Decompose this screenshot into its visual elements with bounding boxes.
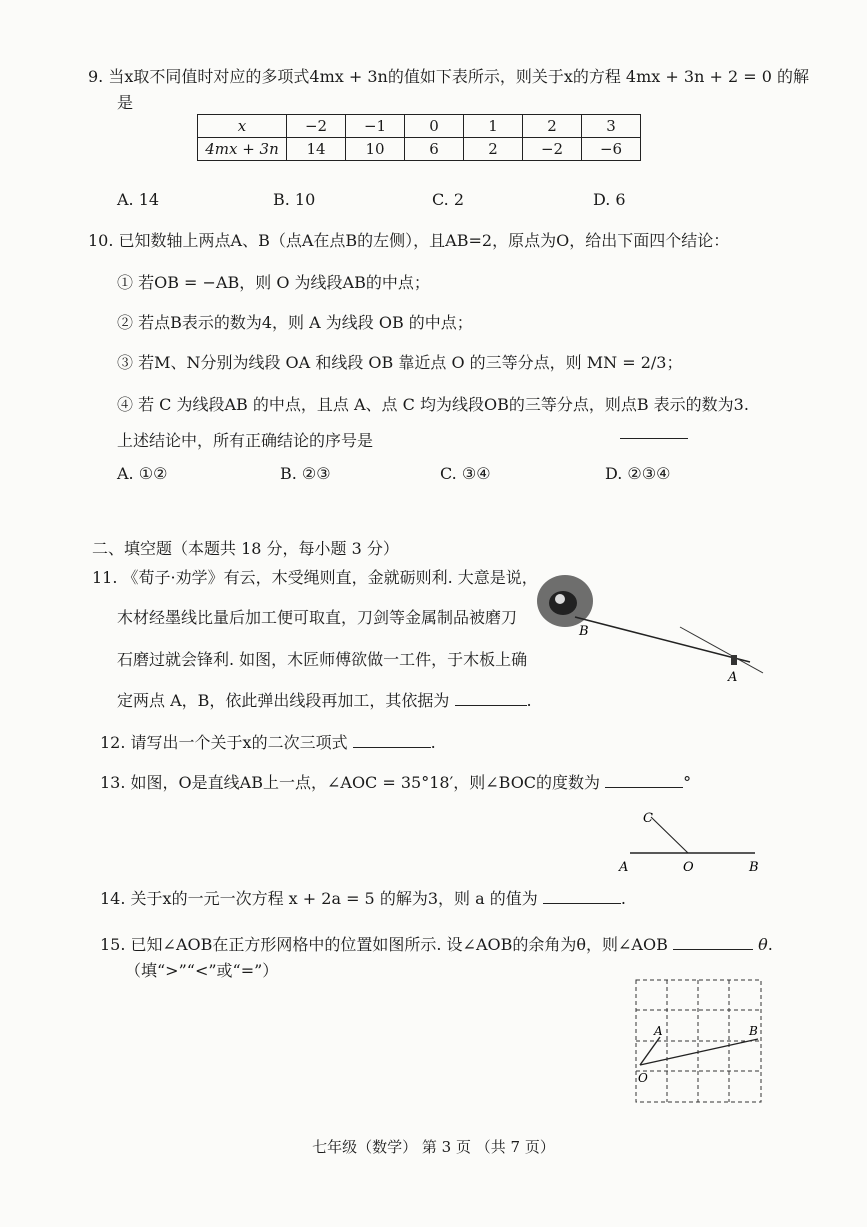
q13-text: 如图，O是直线AB上一点，∠AOC = 35°18′，则∠BOC的度数为 xyxy=(130,773,601,792)
q13-label-a: A xyxy=(619,860,629,875)
chalk-line xyxy=(680,627,763,673)
table-cell: 3 xyxy=(582,115,641,138)
table-cell: 2 xyxy=(464,138,523,161)
q9-number: 9. xyxy=(88,67,104,86)
table-cell: −6 xyxy=(582,138,641,161)
q14-text: 关于x的一元一次方程 x + 2a = 5 的解为3，则 a 的值为 xyxy=(130,889,538,908)
q15-answer-blank[interactable] xyxy=(673,935,753,950)
q9-option-a[interactable]: A. 14 xyxy=(117,190,160,209)
q11-label-b: B xyxy=(579,624,589,639)
q12-number: 12. xyxy=(100,733,126,752)
table-row xyxy=(198,115,641,138)
q15-line2: （填“>”“<”或“=”） xyxy=(125,961,279,980)
q13-number: 13. xyxy=(100,773,126,792)
section-title: 二、填空题（本题共 18 分，每小题 3 分） xyxy=(92,539,399,558)
table-cell: x xyxy=(198,115,287,138)
q12-line: 12. 请写出一个关于x的二次三项式 . xyxy=(100,733,436,752)
q15-grid-figure xyxy=(630,975,765,1105)
table-cell: 14 xyxy=(287,138,346,161)
table-row xyxy=(198,138,641,161)
q10-stem-line xyxy=(88,228,729,251)
q15-number: 15. xyxy=(100,935,126,954)
q10-option-c[interactable]: C. ③④ xyxy=(440,464,491,483)
square-grid xyxy=(636,980,761,1102)
q9-line2: 是 xyxy=(117,93,134,112)
table-cell: 10 xyxy=(346,138,405,161)
q11-text-4: 定两点 A，B，依此弹出线段再加工，其依据为 xyxy=(117,691,450,710)
q15-label-a: A xyxy=(654,1024,663,1038)
table-cell: 6 xyxy=(405,138,464,161)
q11-answer-blank[interactable] xyxy=(455,691,527,706)
q10-item-1: ① 若OB = −AB，则 O 为线段AB的中点； xyxy=(117,273,430,292)
q9-line1 xyxy=(88,64,809,87)
q9-value-table xyxy=(197,114,641,161)
table-cell: −2 xyxy=(523,138,582,161)
q10-item-2: ② 若点B表示的数为4，则 A 为线段 OB 的中点； xyxy=(117,313,473,332)
table-cell: 1 xyxy=(464,115,523,138)
q10-stem: 已知数轴上两点A、B（点A在点B的左侧），且AB=2，原点为O，给出下面四个结论： xyxy=(118,231,730,250)
q9-option-c[interactable]: C. 2 xyxy=(432,190,465,209)
q15-theta: θ xyxy=(758,935,768,954)
q11-figure xyxy=(535,565,775,690)
q14-number: 14. xyxy=(100,889,126,908)
table-cell: 0 xyxy=(405,115,464,138)
q13-figure xyxy=(615,805,765,880)
q10-ask: 上述结论中，所有正确结论的序号是 xyxy=(117,431,374,450)
q10-item-4: ④ 若 C 为线段AB 的中点，且点 A、点 C 均为线段OB的三等分点，则点B 表示的数为3. xyxy=(117,395,749,414)
q13-answer-blank[interactable] xyxy=(605,773,683,788)
q10-answer-blank[interactable] xyxy=(620,424,688,439)
ray-ob xyxy=(640,1039,758,1065)
q15-label-b: B xyxy=(749,1024,758,1038)
ink-box-icon xyxy=(731,655,737,665)
q13-label-o: O xyxy=(683,860,694,875)
q15-label-o: O xyxy=(638,1071,648,1085)
q15-line1: 15. 已知∠AOB在正方形网格中的位置如图所示. 设∠AOB的余角为θ，则∠AOB θ. xyxy=(100,935,773,954)
table-cell: −1 xyxy=(346,115,405,138)
q13-line xyxy=(100,770,691,793)
q11-number: 11. xyxy=(92,568,118,587)
q10-option-b[interactable]: B. ②③ xyxy=(280,464,331,483)
q14-answer-blank[interactable] xyxy=(543,889,621,904)
q10-option-d[interactable]: D. ②③④ xyxy=(605,464,671,483)
q14-line: 14. 关于x的一元一次方程 x + 2a = 5 的解为3，则 a 的值为 . xyxy=(100,889,626,908)
q11-text-1: 《荀子·劝学》有云，木受绳则直，金就砺则利. 大意是说， xyxy=(122,568,538,587)
q13-label-c: C xyxy=(643,811,653,826)
q12-answer-blank[interactable] xyxy=(353,733,431,748)
q10-number: 10. xyxy=(88,231,114,250)
q11-text-2: 木材经墨线比量后加工便可取直，刀剑等金属制品被磨刀 xyxy=(117,608,518,627)
q11-line1 xyxy=(92,565,538,588)
table-cell: −2 xyxy=(287,115,346,138)
q12-text: 请写出一个关于x的二次三项式 xyxy=(130,733,348,752)
page-footer: 七年级（数学） 第 3 页 （共 7 页） xyxy=(312,1138,555,1156)
q15-text: 已知∠AOB在正方形网格中的位置如图所示. 设∠AOB的余角为θ，则∠AOB xyxy=(130,935,668,954)
q11-text-3: 石磨过就会锋利. 如图，木匠师傅欲做一工件，于木板上确 xyxy=(117,650,528,669)
table-cell: 2 xyxy=(523,115,582,138)
q11-label-a: A xyxy=(728,670,738,685)
ray-oc xyxy=(651,817,688,853)
q13-unit: ° xyxy=(683,773,692,792)
q10-option-a[interactable]: A. ①② xyxy=(117,464,168,483)
table-cell: 4mx + 3n xyxy=(198,138,287,161)
q9-option-d[interactable]: D. 6 xyxy=(593,190,626,209)
line-segment-ab xyxy=(575,617,750,662)
q10-item-3: ③ 若M、N分别为线段 OA 和线段 OB 靠近点 O 的三等分点，则 MN = 2/3； xyxy=(117,353,683,372)
q11-line4: 定两点 A，B，依此弹出线段再加工，其依据为 . xyxy=(117,691,532,710)
q9-option-b[interactable]: B. 10 xyxy=(273,190,316,209)
q13-label-b: B xyxy=(749,860,759,875)
q9-stem: 当x取不同值时对应的多项式4mx + 3n的值如下表所示，则关于x的方程 4mx + 3n + 2 = 0 的解 xyxy=(108,67,809,86)
